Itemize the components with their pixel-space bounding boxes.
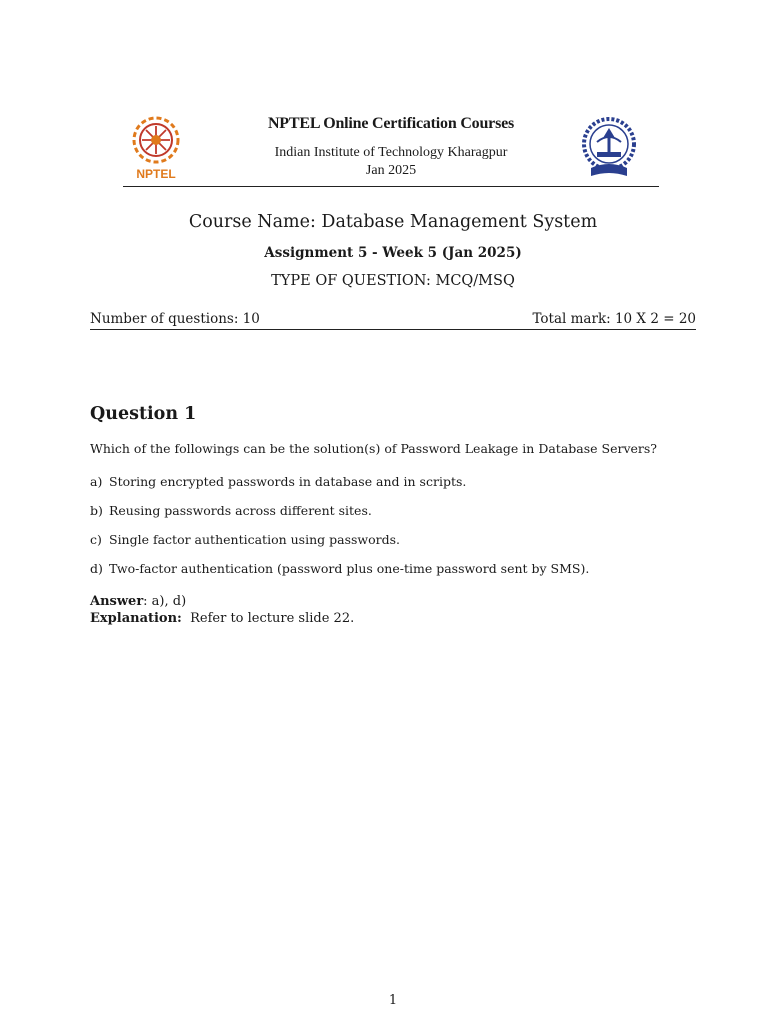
- option-text: Storing encrypted passwords in database and in scripts.: [109, 474, 467, 489]
- number-of-questions: Number of questions: 10: [90, 311, 260, 327]
- option-text: Two-factor authentication (password plus one-time password sent by SMS).: [109, 561, 590, 576]
- iit-kharagpur-emblem: [581, 114, 637, 184]
- option-label: a): [90, 474, 103, 489]
- answer-value: : a), d): [143, 594, 187, 609]
- nptel-logo-text: NPTEL: [136, 167, 176, 181]
- question-heading: Question 1: [90, 404, 197, 424]
- page-number: 1: [388, 993, 398, 1008]
- option-c: [90, 532, 400, 547]
- iit-emblem-icon: [581, 114, 637, 184]
- explanation-line: [90, 611, 354, 626]
- question-text: Which of the followings can be the solution(s) of Password Leakage in Database Servers?: [90, 441, 658, 456]
- option-text: Reusing passwords across different sites.: [109, 503, 372, 518]
- total-mark: Total mark: 10 X 2 = 20: [532, 311, 696, 327]
- option-label: b): [90, 503, 103, 518]
- option-text: Single factor authentication using passwords.: [109, 532, 400, 547]
- explanation-value: Refer to lecture slide 22.: [190, 611, 355, 626]
- assignment-meta: [90, 310, 696, 330]
- option-label: d): [90, 561, 103, 576]
- assignment-title: Assignment 5 - Week 5 (Jan 2025): [264, 245, 522, 261]
- nptel-logo: [123, 112, 189, 184]
- nptel-logo-icon: [123, 112, 189, 184]
- header-title: NPTEL Online Certification Courses: [267, 115, 515, 132]
- document-header: [123, 108, 659, 187]
- header-institute: Indian Institute of Technology Kharagpur: [274, 145, 508, 160]
- header-date: Jan 2025: [365, 163, 417, 178]
- option-b: [90, 503, 372, 518]
- explanation-label: Explanation:: [90, 611, 182, 626]
- question-type: TYPE OF QUESTION: MCQ/MSQ: [271, 273, 515, 289]
- answer-label: Answer: [90, 594, 144, 609]
- option-d: [90, 561, 589, 576]
- answer-line: [90, 594, 186, 609]
- course-name: Course Name: Database Management System: [188, 212, 598, 232]
- option-label: c): [90, 532, 102, 547]
- option-a: [90, 474, 466, 489]
